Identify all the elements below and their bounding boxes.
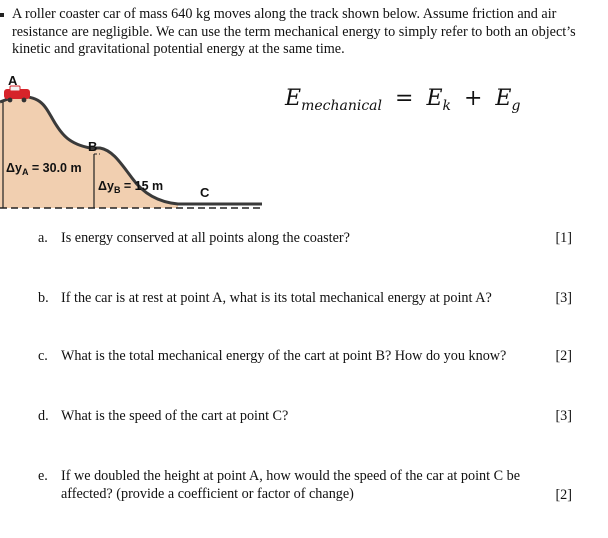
eq-eg: E — [495, 86, 512, 111]
question-letter: e. — [38, 468, 48, 484]
eq-equals: = — [395, 86, 414, 111]
question-a — [38, 230, 572, 248]
point-b-label: B — [88, 139, 98, 154]
question-marks: [2] — [555, 348, 572, 364]
question-letter: c. — [38, 348, 48, 364]
question-text: What is the total mechanical energy of the cart at point B? How do you know? — [61, 348, 507, 364]
question-marks: [3] — [555, 290, 572, 306]
question-text: If the car is at rest at point A, what is its total mechanical energy at point A? — [61, 290, 492, 306]
question-b — [38, 290, 572, 308]
eq-ek: E — [426, 86, 443, 111]
question-c — [38, 348, 572, 366]
question-e — [38, 468, 572, 504]
question-marks: [3] — [555, 408, 572, 424]
question-letter: a. — [38, 230, 48, 246]
eq-lhs: E — [285, 86, 302, 111]
roller-coaster-figure — [0, 74, 262, 216]
question-letter: b. — [38, 290, 49, 306]
mechanical-energy-equation — [285, 86, 520, 114]
question-d — [38, 408, 572, 426]
eq-eg-sub: g — [511, 98, 521, 114]
eq-ek-sub: k — [442, 98, 451, 114]
question-letter: d. — [38, 408, 49, 424]
question-marks: [2] — [555, 486, 572, 503]
dy-a-label: $\Delta y_A = 30.0$ m — [6, 161, 82, 177]
question-text: Is energy conserved at all points along the coaster? — [61, 230, 350, 246]
question-text: If we doubled the height at point A, how would the speed of the car at point C be affected? (provide a coefficient or factor of change) — [61, 468, 521, 502]
eq-lhs-sub: mechanical — [301, 98, 382, 114]
question-text: What is the speed of the cart at point C? — [61, 408, 289, 424]
bullet-marker — [0, 13, 4, 17]
dy-b-label: $\Delta y_B = 15$ m — [98, 179, 164, 195]
problem-intro: A roller coaster car of mass 640 kg moves along the track shown below. Assume friction and air resistance are negligible. We can use the term mechanical energy to simply refer to both an object’s kinetic and gravitational potential energy at the same time. — [12, 6, 576, 57]
question-marks: [1] — [555, 230, 572, 246]
point-a-label: A — [8, 74, 18, 88]
eq-plus: + — [463, 86, 483, 111]
point-c-label: C — [200, 185, 210, 200]
